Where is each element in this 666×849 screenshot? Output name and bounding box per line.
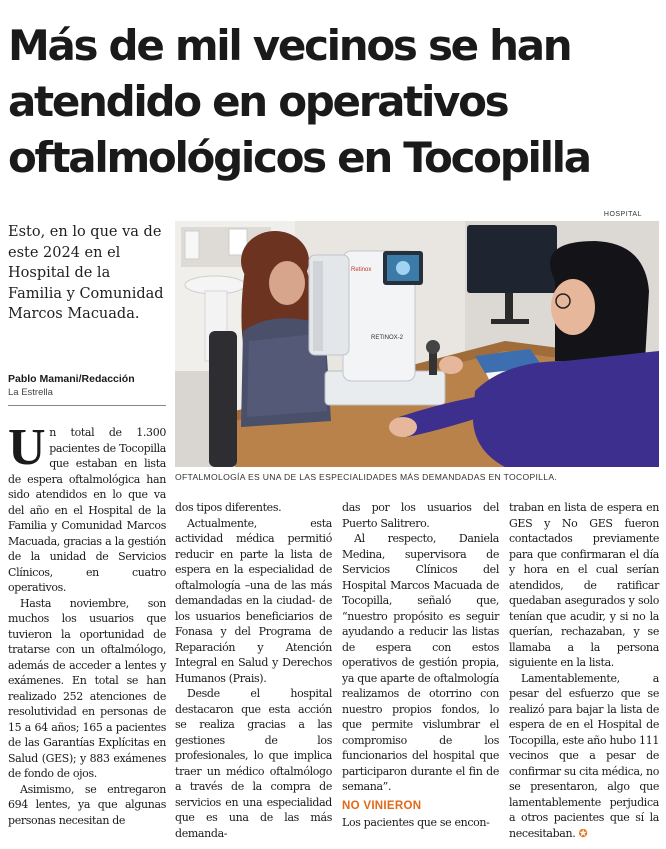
headline-line-3: oftalmológicos en Tocopilla [8,133,590,182]
end-mark-icon: ✪ [578,826,588,840]
article-paragraph: traban en lista de espera en GES y No GES fueron contactados previamente para que confirmaran el día y hora en el cual serían atendidos, de ratificar quedaban asegurados y solo tenían que acudir, y si no la querían, rechazaban, y se llamaba a la persona siguiente en la lista. [509,501,659,669]
byline [8,373,166,398]
article-paragraph: dos tipos diferentes. [175,501,282,514]
article-paragraph: das por los usuarios del Puerto Salitrero. [342,501,499,530]
article-column-3 [342,500,499,831]
article-paragraph: Hasta noviembre, son muchos los usuarios que tuvieron la oportunidad de tratarse con un oftalmólogo, además de acceder a lentes y exámenes. En total se han realizado 252 atenciones de resolutividad en personas de 15 a 64 años; 165 a pacientes de las Garantías Explícitas en Salud (GES); y 883 exámenes de fondo de ojos. [8,596,166,780]
article-paragraph: Desde el hospital destacaron que esta acción se realiza gracias a las gestiones de los profesionales, lo que implica traer un médico oftalmólogo a través de la compra de servicios en una especialidad que es una de las más demanda- [175,687,332,840]
article-column-1 [8,419,166,828]
article-column-2 [175,500,332,841]
photo-credit: HOSPITAL [603,211,642,218]
svg-text:RETINOX-2: RETINOX-2 [371,335,404,341]
article-paragraph: Los pacientes que se encon- [342,816,490,829]
photo-illustration [175,221,659,467]
byline-author: Pablo Mamani/Redacción [8,373,135,385]
article-paragraph: Al respecto, Daniela Medina, supervisora de Servicios Clínicos del Hospital Marcos Macuada de Tocopilla, señaló que, “nuestro propósito es seguir ayudando a reducir las listas de espera con estos operativos de gestión propia, ya que aparte de oftalmología realizamos de otorrino con nuestro propios fondos, lo que permite vislumbrar el compromiso de los funcionarios del hospital que participaron durante el fin de semana”. [342,532,499,793]
headline [8,18,660,186]
article-paragraph: Actualmente, esta actividad médica permitió reducir en parte la lista de espera en la especialidad de oftalmología –una de las más demandadas en la ciudad- de los usuarios beneficiarios de Fonasa y del Programa de Reparación y Atención Integral en Salud y Derechos Humanos (Prais). [175,516,332,685]
article-paragraph: Asimismo, se entregaron 694 lentes, ya que algunas personas necesitan de [8,782,166,827]
byline-rule [8,405,166,406]
article-photo [175,221,659,467]
photo-caption: OFTALMOLOGÍA ES UNA DE LAS ESPECIALIDADES MÁS DEMANDADAS EN TOCOPILLA. [175,472,558,482]
byline-outlet: La Estrella [8,387,53,398]
subhead-no-vinieron: NO VINIERON [342,799,422,812]
svg-text:Retinox: Retinox [351,267,372,273]
headline-line-1: Más de mil vecinos se han [8,21,571,70]
drop-cap: U [8,419,46,476]
lede: Esto, en lo que va de este 2024 en el Hospital de la Familia y Comunidad Marcos Macuada. [8,224,164,322]
article-paragraph: Lamentablemente, a pesar del esfuerzo que se realizó para bajar la lista de espera de en el Hospital de Tocopilla, este año hubo 111 vecinos que a pesar de confirmar su cita médica, no se presentaron, algo que lamentablemente perjudica a otros pacientes que sí la necesitaban. ✪ [509,671,659,840]
article-paragraph: Un total de 1.300 pacientes de Tocopilla que estaban en lista de espera oftalmológica han sido atendidos en lo que va del año en el Hospital de la Familia y Comunidad Marcos Macuada, gracias a la gestión de la unidad de Servicios Clínicos, en cuatro operativos. [8,419,166,594]
article-column-4 [509,500,659,841]
headline-line-2: atendido en operativos [8,77,508,126]
